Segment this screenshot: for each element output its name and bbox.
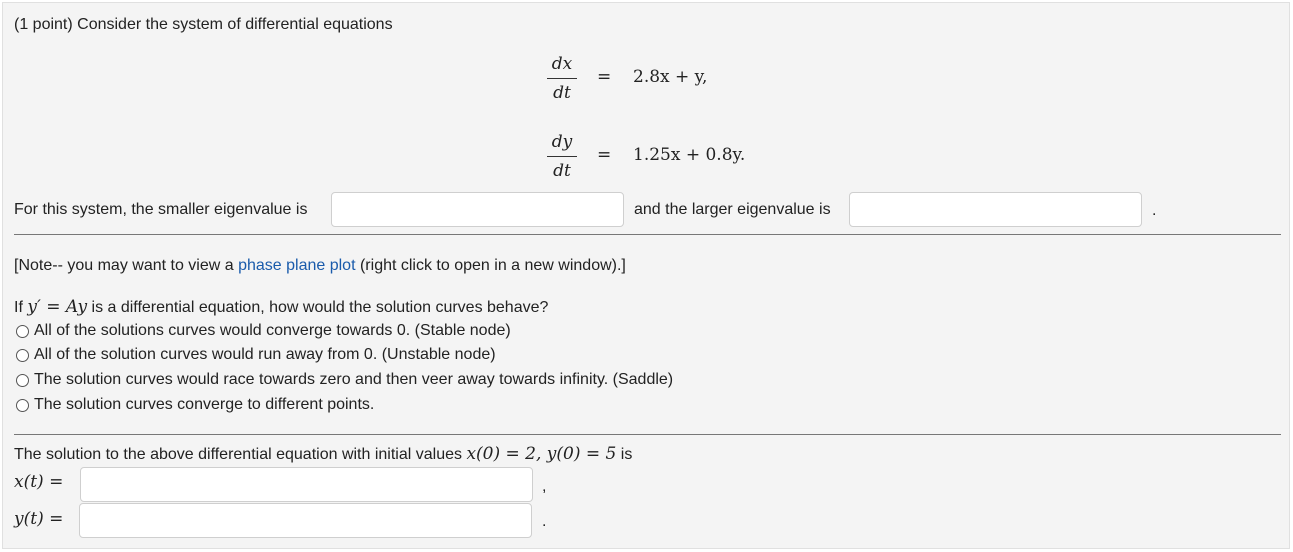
note-suffix: (right click to open in a new window).] <box>355 257 626 274</box>
eq2-denominator: dt <box>553 161 571 181</box>
question-prefix: If <box>14 299 28 316</box>
y-trailing-period: . <box>542 513 547 530</box>
radio-different-points[interactable] <box>16 399 29 412</box>
initial-values-math: x(0) = 2, y(0) = 5 <box>466 444 617 464</box>
problem-panel <box>2 2 1290 549</box>
eigen-trailing-period: . <box>1152 202 1157 219</box>
question-math: y′ = Ay <box>27 297 88 317</box>
option-unstable-node[interactable] <box>16 345 496 365</box>
note-text <box>14 257 626 275</box>
solution-prefix: The solution to the above differential equation with initial values <box>14 446 467 463</box>
option-stable-node[interactable] <box>16 321 511 341</box>
eq2-rhs: 1.25x + 0.8y. <box>633 145 746 165</box>
smaller-eigenvalue-label: For this system, the smaller eigenvalue is <box>14 201 308 218</box>
eq2-equals: = <box>597 145 612 165</box>
option-saddle[interactable] <box>16 370 673 390</box>
behavior-question <box>14 297 548 317</box>
y-of-t-input[interactable] <box>79 503 532 538</box>
problem-intro: (1 point) Consider the system of differential equations <box>14 16 393 33</box>
solution-suffix: is <box>616 446 633 463</box>
option-different-points[interactable] <box>16 395 374 415</box>
larger-eigenvalue-input[interactable] <box>849 192 1142 227</box>
option-label: The solution curves converge to different points. <box>34 396 375 413</box>
note-prefix: [Note-- you may want to view a <box>14 257 239 274</box>
x-of-t-input[interactable] <box>80 467 533 502</box>
question-suffix: is a differential equation, how would the solution curves behave? <box>87 299 549 316</box>
x-of-t-label: x(t) = <box>14 472 64 492</box>
option-label: All of the solution curves would run away from 0. (Unstable node) <box>34 346 496 363</box>
y-of-t-label: y(t) = <box>14 509 64 529</box>
eq1-numerator: dx <box>551 54 573 74</box>
smaller-eigenvalue-input[interactable] <box>331 192 624 227</box>
option-label: All of the solutions curves would converge towards 0. (Stable node) <box>34 322 511 339</box>
radio-stable-node[interactable] <box>16 325 29 338</box>
eq2-numerator: dy <box>551 132 573 152</box>
phase-plane-plot-link[interactable]: phase plane plot <box>238 257 356 274</box>
divider-1 <box>14 234 1281 235</box>
x-trailing-comma: , <box>542 478 547 495</box>
larger-eigenvalue-label: and the larger eigenvalue is <box>634 201 831 218</box>
eq1-rhs: 2.8x + y, <box>633 67 708 87</box>
eq1-equals: = <box>597 67 612 87</box>
eq1-derivative <box>545 52 579 105</box>
option-label: The solution curves would race towards zero and then veer away towards infinity. (Saddle) <box>34 371 674 388</box>
eq2-derivative <box>545 130 579 183</box>
radio-saddle[interactable] <box>16 374 29 387</box>
eq1-denominator: dt <box>553 83 571 103</box>
solution-prompt <box>14 444 632 464</box>
radio-unstable-node[interactable] <box>16 349 29 362</box>
divider-2 <box>14 434 1281 435</box>
